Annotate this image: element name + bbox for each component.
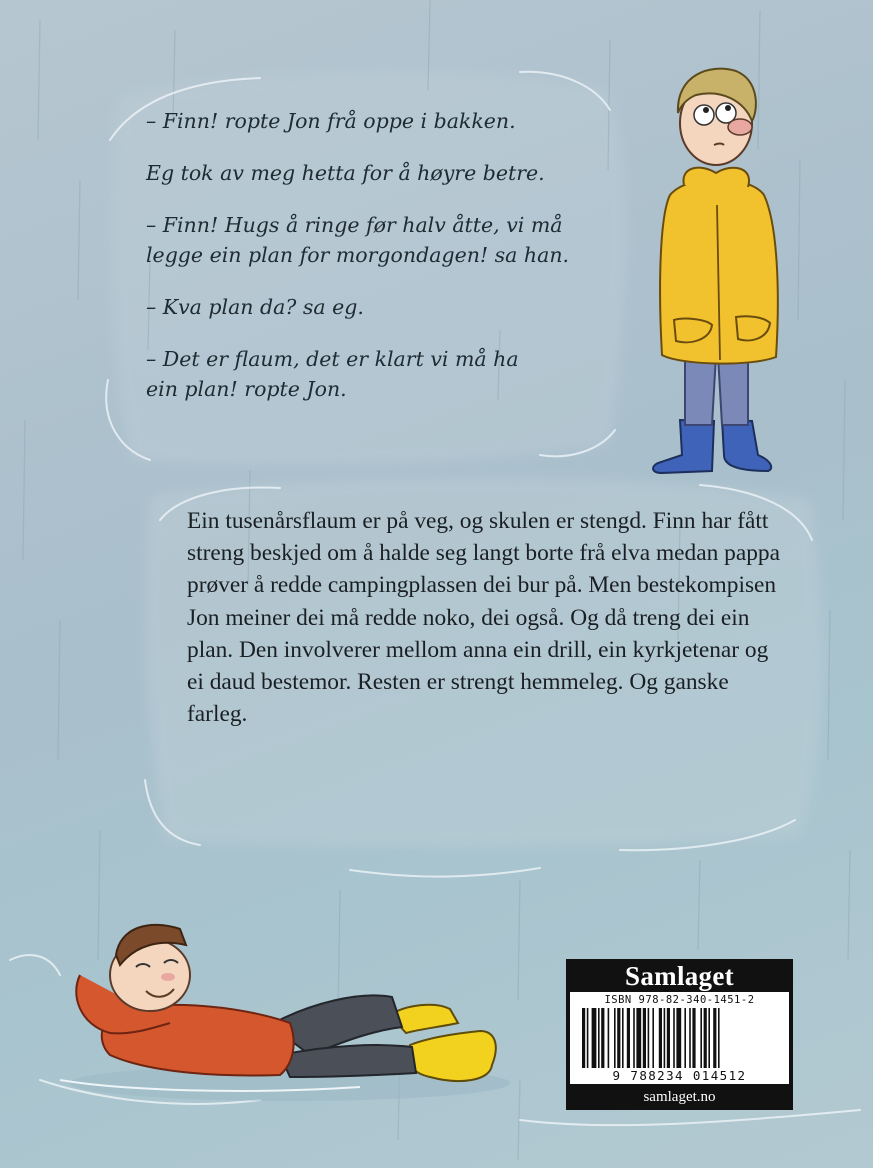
barcode-bar — [592, 1008, 597, 1068]
barcode-bar — [648, 1008, 650, 1068]
publisher-url: samlaget.no — [643, 1089, 716, 1105]
barcode-bar — [718, 1008, 720, 1068]
barcode-bar — [617, 1008, 620, 1068]
barcode-bar — [643, 1008, 646, 1068]
boy-lying-in-water-illustration — [40, 905, 510, 1110]
barcode-panel — [566, 959, 793, 1110]
barcode-bar — [582, 1008, 585, 1068]
barcode-bar — [598, 1008, 600, 1068]
barcode-digits: 9 788234 014512 — [612, 1068, 747, 1083]
barcode-bar — [664, 1008, 666, 1068]
barcode-area — [570, 992, 789, 1084]
quote-line: Eg tok av meg hetta for å høyre betre. — [146, 161, 545, 185]
barcode-bar — [708, 1008, 710, 1068]
barcode-bar — [659, 1008, 662, 1068]
excerpt-quote — [146, 106, 616, 426]
barcode-bar — [614, 1008, 616, 1068]
barcode-bar — [587, 1008, 589, 1068]
barcode-bar — [676, 1008, 681, 1068]
book-blurb: Ein tusenårsflaum er på veg, og skulen er stengd. Finn har fått streng beskjed om å halde seg langt borte frå elva medan pappa prøver å redde campingplassen dei bur på. Men bestekompisen Jon meiner dei må redde noko, dei også. Og då treng dei ein plan. Den involverer mellom anna ein drill, ein kyrkjetenar og ei daud bestemor. Resten er strengt hemmeleg. Og ganske farleg. — [187, 508, 780, 728]
barcode-bar — [652, 1008, 654, 1068]
barcode-bar — [673, 1008, 675, 1068]
barcode-bar — [633, 1008, 635, 1068]
barcode-bar — [700, 1008, 702, 1068]
barcode-bar — [692, 1008, 695, 1068]
quote-line: – Det er flaum, det er klart vi må ha ein plan! ropte Jon. — [146, 347, 519, 401]
barcode-bar — [667, 1008, 670, 1068]
boy-in-yellow-raincoat-illustration — [640, 55, 790, 485]
quote-line: – Kva plan da? sa eg. — [146, 295, 364, 319]
barcode-bar — [704, 1008, 707, 1068]
barcode-bar — [689, 1008, 691, 1068]
publisher-logo: Samlaget — [625, 961, 734, 991]
quote-line: – Finn! Hugs å ringe før halv åtte, vi må legge ein plan for morgondagen! sa han. — [146, 213, 570, 267]
barcode-bar — [622, 1008, 624, 1068]
barcode-bar — [713, 1008, 716, 1068]
barcode-bar — [608, 1008, 610, 1068]
barcode-bar — [601, 1008, 604, 1068]
quote-line: – Finn! ropte Jon frå oppe i bakken. — [146, 109, 516, 133]
barcode-bar — [684, 1008, 686, 1068]
barcode-bars — [582, 1008, 777, 1068]
barcode-bar — [627, 1008, 630, 1068]
barcode-bar — [636, 1008, 641, 1068]
isbn-text: ISBN 978-82-340-1451-2 — [604, 994, 755, 1006]
